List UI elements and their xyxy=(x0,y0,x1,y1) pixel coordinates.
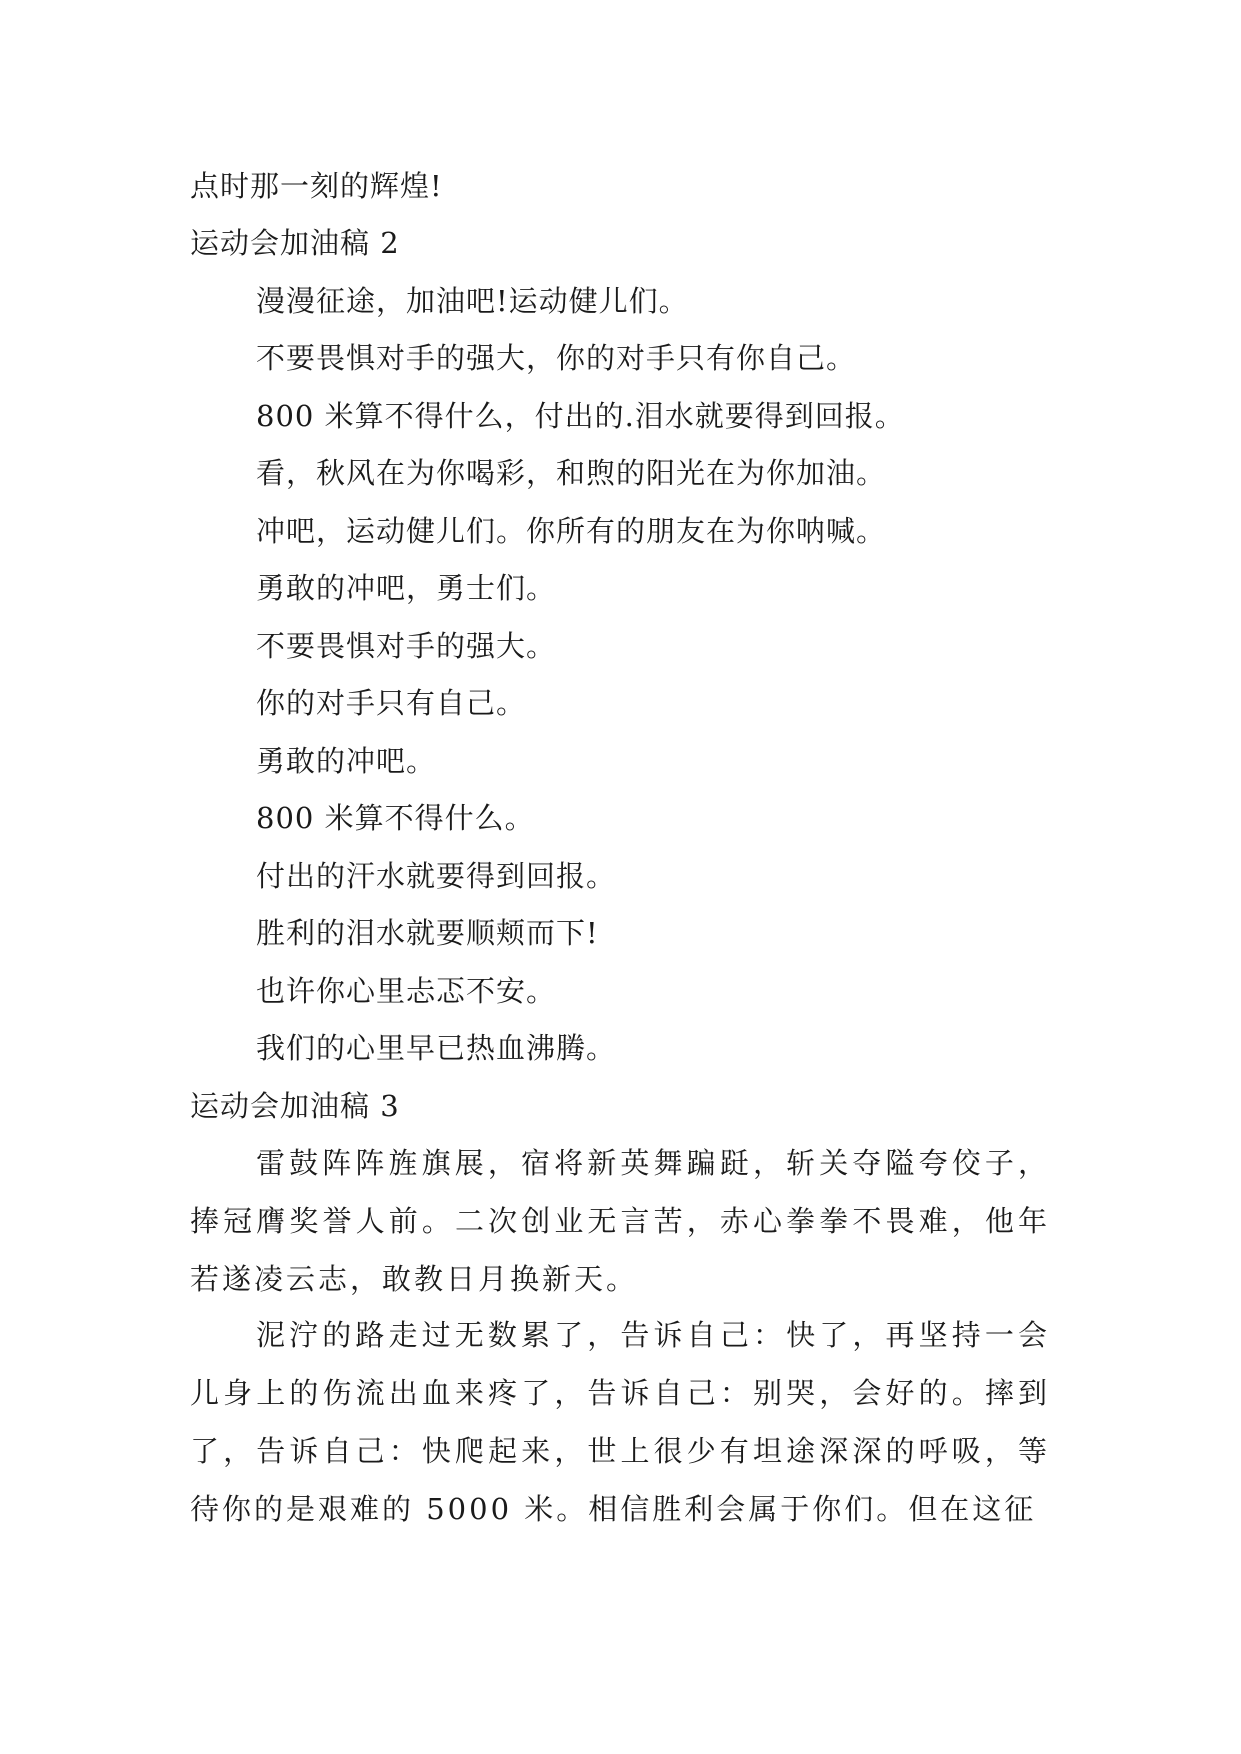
section-3-paragraph: 泥泞的路走过无数累了，告诉自己：快了，再坚持一会儿身上的伤流出血来疼了，告诉自己：别哭，会好的。摔到了，告诉自己：快爬起来，世上很少有坦途深深的呼吸，等待你的是艰难的 5000 米。相信胜利会属于你们。但在这征 xyxy=(190,1318,1050,1526)
section-2-line: 不要畏惧对手的强大，你的对手只有你自己。 xyxy=(256,341,857,375)
section-2-title: 运动会加油稿 2 xyxy=(190,226,400,260)
intro-line: 点时那一刻的辉煌! xyxy=(190,169,443,203)
section-2-line: 漫漫征途，加油吧!运动健儿们。 xyxy=(256,284,689,318)
section-2-line: 勇敢的冲吧，勇士们。 xyxy=(256,571,557,605)
section-2-line: 800 米算不得什么，付出的.泪水就要得到回报。 xyxy=(256,399,905,433)
section-3-paragraph: 雷鼓阵阵旌旗展，宿将新英舞蹁跹，斩关夺隘夸佼子，捧冠膺奖誉人前。二次创业无言苦，赤心拳拳不畏难，他年若遂凌云志，敢教日月换新天。 xyxy=(190,1146,1050,1296)
section-2-line: 800 米算不得什么。 xyxy=(256,801,535,835)
section-2-line: 冲吧，运动健儿们。你所有的朋友在为你呐喊。 xyxy=(256,514,887,548)
section-2-line: 勇敢的冲吧。 xyxy=(256,744,437,778)
section-2-line: 胜利的泪水就要顺颊而下! xyxy=(256,916,599,950)
section-2-line: 也许你心里忐忑不安。 xyxy=(256,974,557,1008)
section-2-line: 看，秋风在为你喝彩，和煦的阳光在为你加油。 xyxy=(256,456,887,490)
section-2-line: 你的对手只有自己。 xyxy=(256,686,527,720)
section-3-title: 运动会加油稿 3 xyxy=(190,1089,400,1123)
section-2-line: 付出的汗水就要得到回报。 xyxy=(256,859,617,893)
section-2-line: 我们的心里早已热血沸腾。 xyxy=(256,1031,617,1065)
section-2-line: 不要畏惧对手的强大。 xyxy=(256,629,557,663)
